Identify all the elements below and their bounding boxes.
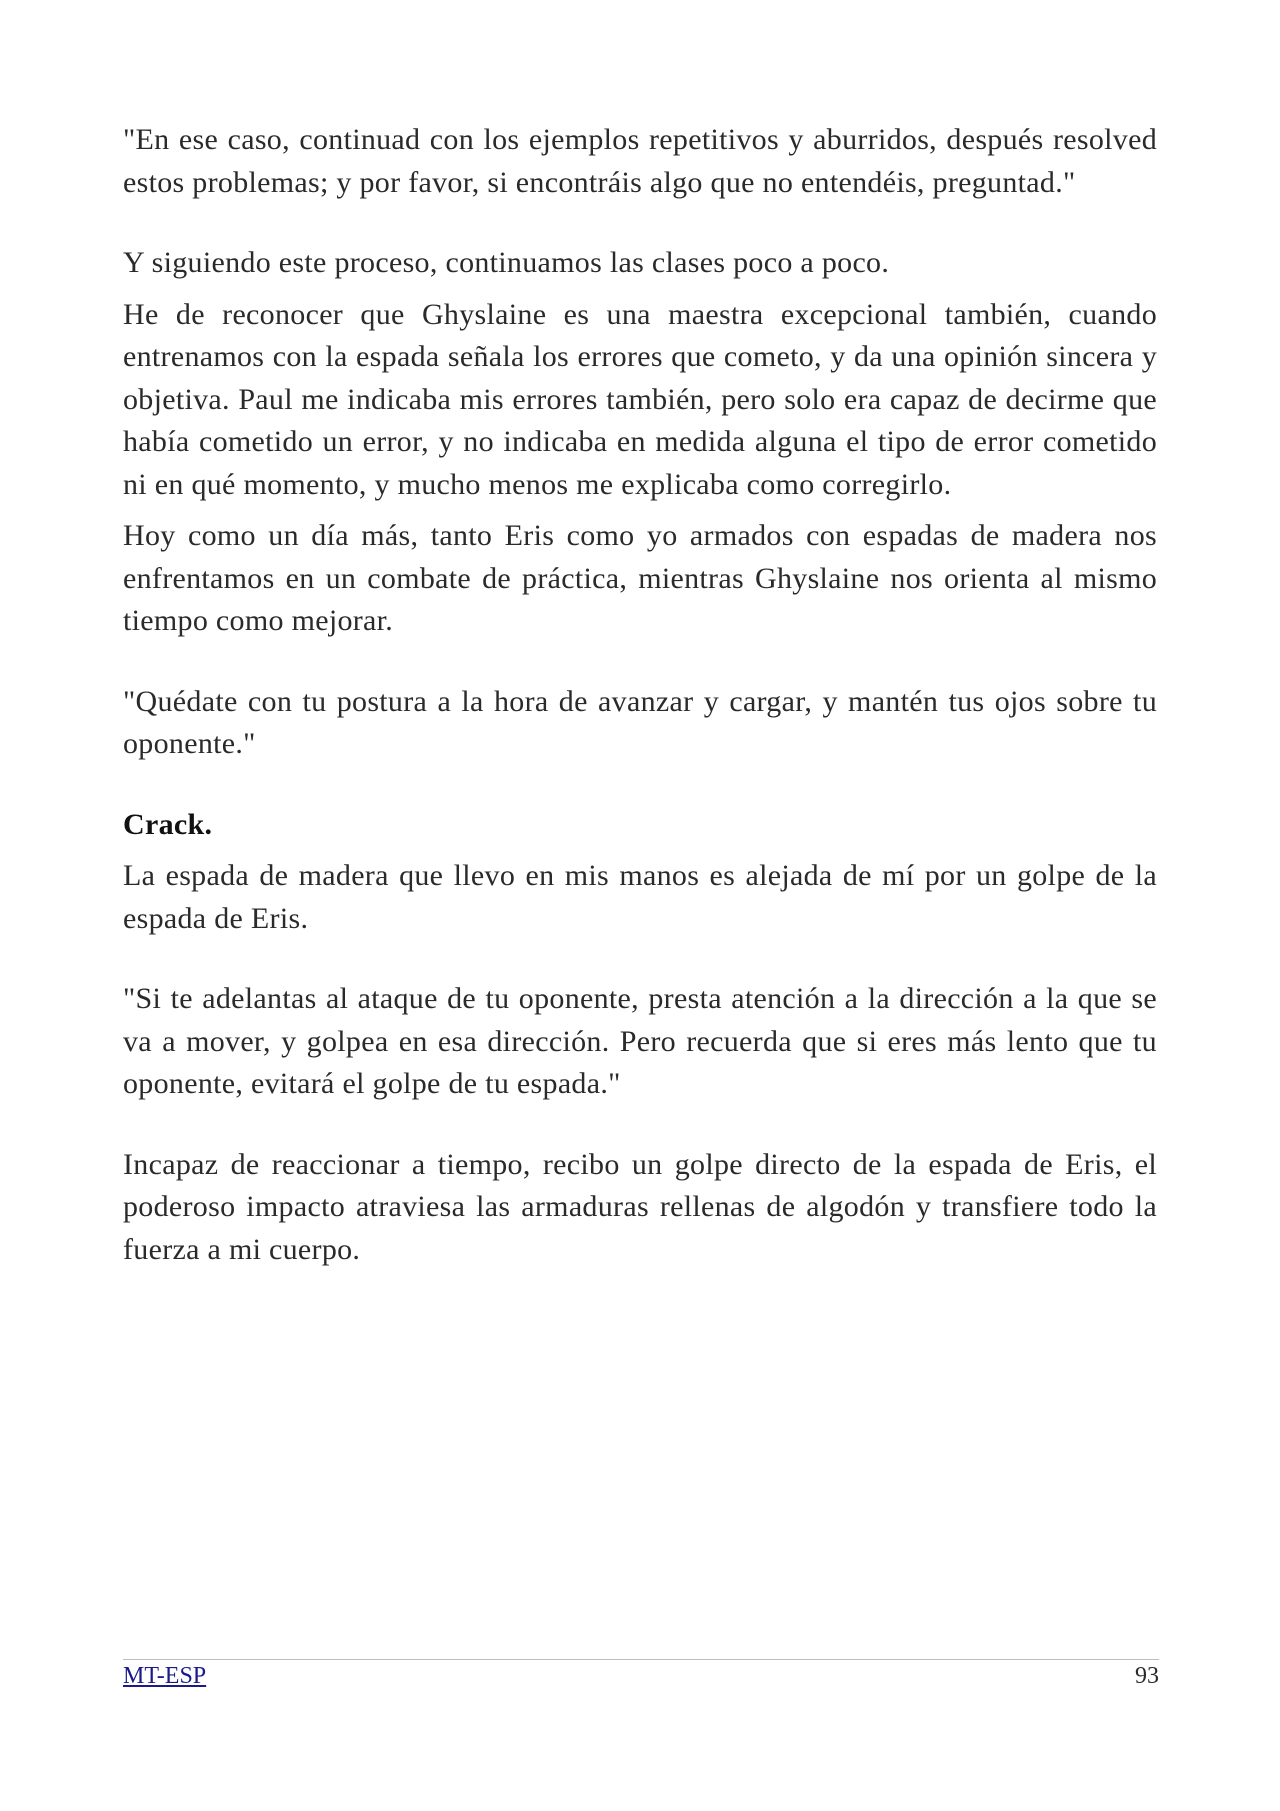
paragraph-quote-ataque: "Si te adelantas al ataque de tu oponente, presta atención a la dirección a la que se va a mover, y golpea en esa dirección. Pero recuerda que si eres más lento que tu oponente, evitará el golpe de tu espada." bbox=[123, 982, 1157, 1100]
paragraph-proceso: Y siguiendo este proceso, continuamos las clases poco a poco. bbox=[123, 246, 890, 279]
paragraph-golpe-directo: Incapaz de reaccionar a tiempo, recibo un golpe directo de la espada de Eris, el poderoso impacto atraviesa las armaduras rellenas de algodón y transfiere todo la fuerza a mi cuerpo. bbox=[123, 1147, 1157, 1266]
paragraph-ghyslaine-maestra: He de reconocer que Ghyslaine es una maestra excepcional también, cuando entrenamos con la espada señala los errores que cometo, y da una opinión sincera y objetiva. Paul me indicaba mis errores también, pero solo era capaz de decirme que había cometido un error, y no indicaba en medida alguna el tipo de error cometido ni en qué momento, y mucho menos me explicaba como corregirlo. bbox=[123, 297, 1157, 501]
paragraph-combate-practica: Hoy como un día más, tanto Eris como yo armados con espadas de madera nos enfrentamos en un combate de práctica, mientras Ghyslaine nos orienta al mismo tiempo como mejorar. bbox=[123, 519, 1157, 637]
page-number: 93 bbox=[1135, 1663, 1159, 1689]
paragraph-quote-ejemplos: "En ese caso, continuad con los ejemplos repetitivos y aburridos, después resolved estos problemas; y por favor, si encontráis algo que no entendéis, preguntad." bbox=[123, 123, 1157, 199]
paragraph-espada-alejada: La espada de madera que llevo en mis manos es alejada de mí por un golpe de la espada de Eris. bbox=[123, 859, 1157, 935]
paragraph-quote-postura: "Quédate con tu postura a la hora de avanzar y cargar, y mantén tus ojos sobre tu oponente." bbox=[123, 684, 1157, 760]
footer-publisher-link[interactable]: MT-ESP bbox=[123, 1663, 207, 1689]
paragraph-crack: Crack. bbox=[123, 807, 213, 841]
footer-divider bbox=[123, 1659, 1159, 1660]
page-body bbox=[123, 119, 1157, 1271]
